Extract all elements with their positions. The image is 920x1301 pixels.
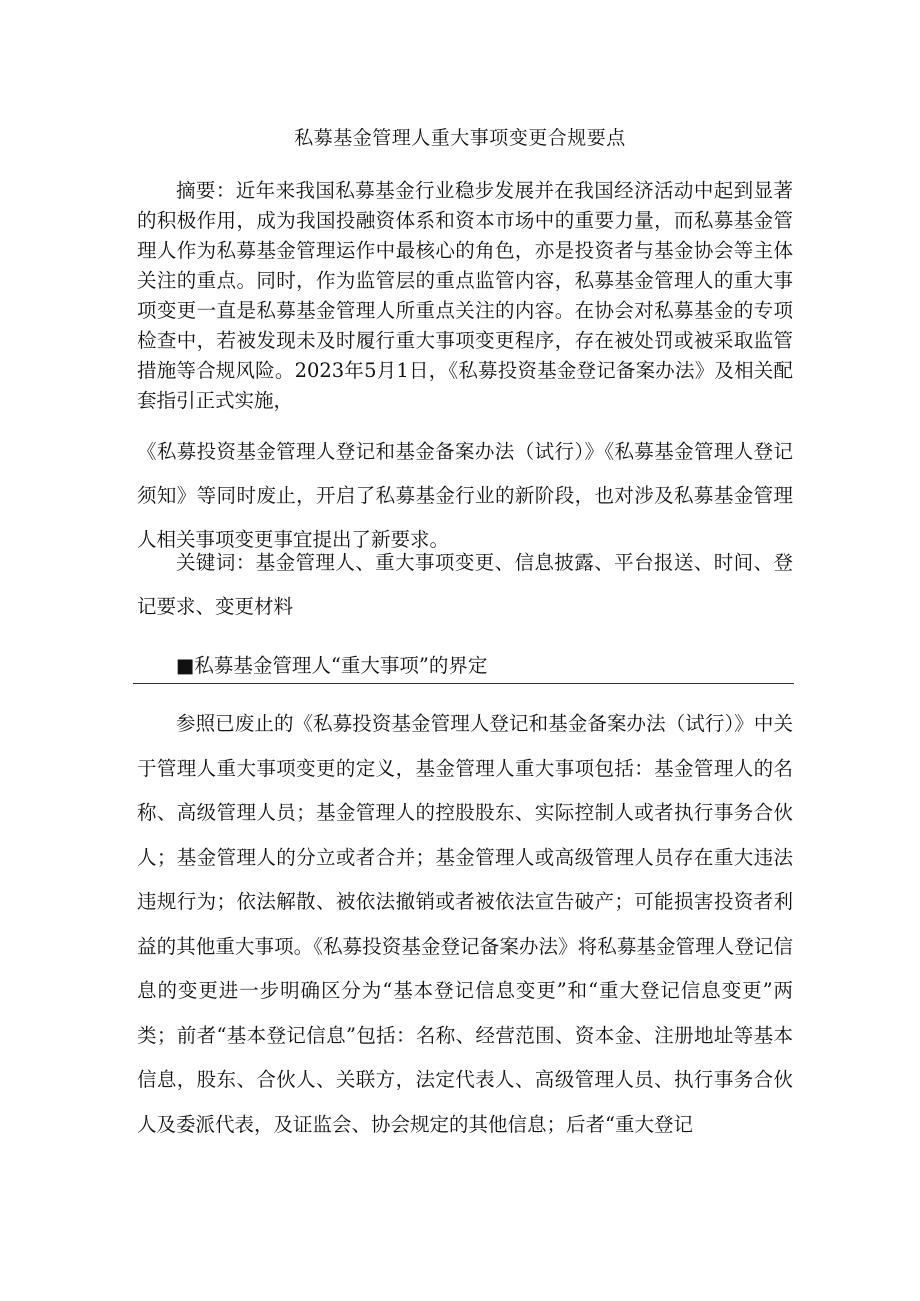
- section-heading: ■私募基金管理人“重大事项”的界定: [176, 654, 488, 677]
- document-title: 私募基金管理人重大事项变更合规要点: [294, 127, 626, 149]
- abstract-continuation: 《私募投资基金管理人登记和基金备案办法（试行）》《私募基金管理人登记须知》等同时废止，开启了私募基金行业的新阶段，也对涉及私募基金管理人相关事项变更事宜提出了新要求。: [137, 440, 793, 551]
- abstract-paragraph: 摘要：近年来我国私募基金行业稳步发展并在我国经济活动中起到显著的积极作用，成为我国投融资体系和资本市场中的重要力量，而私募基金管理人作为私募基金管理运作中最核心的角色，亦是投资者与基金协会等主体关注的重点。同时，作为监管层的重点监管内容，私募基金管理人的重大事项变更一直是私募基金管理人所重点关注的内容。在协会对私募基金的专项检查中，若被发现未及时履行重大事项变更程序，存在被处罚或被采取监管措施等合规风险。2023年5月1日，《私募投资基金登记备案办法》及相关配套指引正式实施，: [137, 179, 793, 412]
- section-divider: [133, 683, 794, 684]
- keywords-paragraph: 关键词：基金管理人、重大事项变更、信息披露、平台报送、时间、登记要求、变更材料: [137, 551, 793, 618]
- section-body-paragraph: 参照已废止的《私募投资基金管理人登记和基金备案办法（试行）》中关于管理人重大事项变更的定义，基金管理人重大事项包括：基金管理人的名称、高级管理人员；基金管理人的控股股东、实际控制人或者执行事务合伙人；基金管理人的分立或者合并；基金管理人或高级管理人员存在重大违法违规行为；依法解散、被依法撤销或者被依法宣告破产；可能损害投资者利益的其他重大事项。《私募投资基金登记备案办法》将私募基金管理人登记信息的变更进一步明确区分为“基本登记信息变更”和“重大登记信息变更”两类；前者“基本登记信息”包括：名称、经营范围、资本金、注册地址等基本信息，股东、合伙人、关联方，法定代表人、高级管理人员、执行事务合伙人及委派代表，及证监会、协会规定的其他信息；后者“重大登记: [137, 712, 793, 1136]
